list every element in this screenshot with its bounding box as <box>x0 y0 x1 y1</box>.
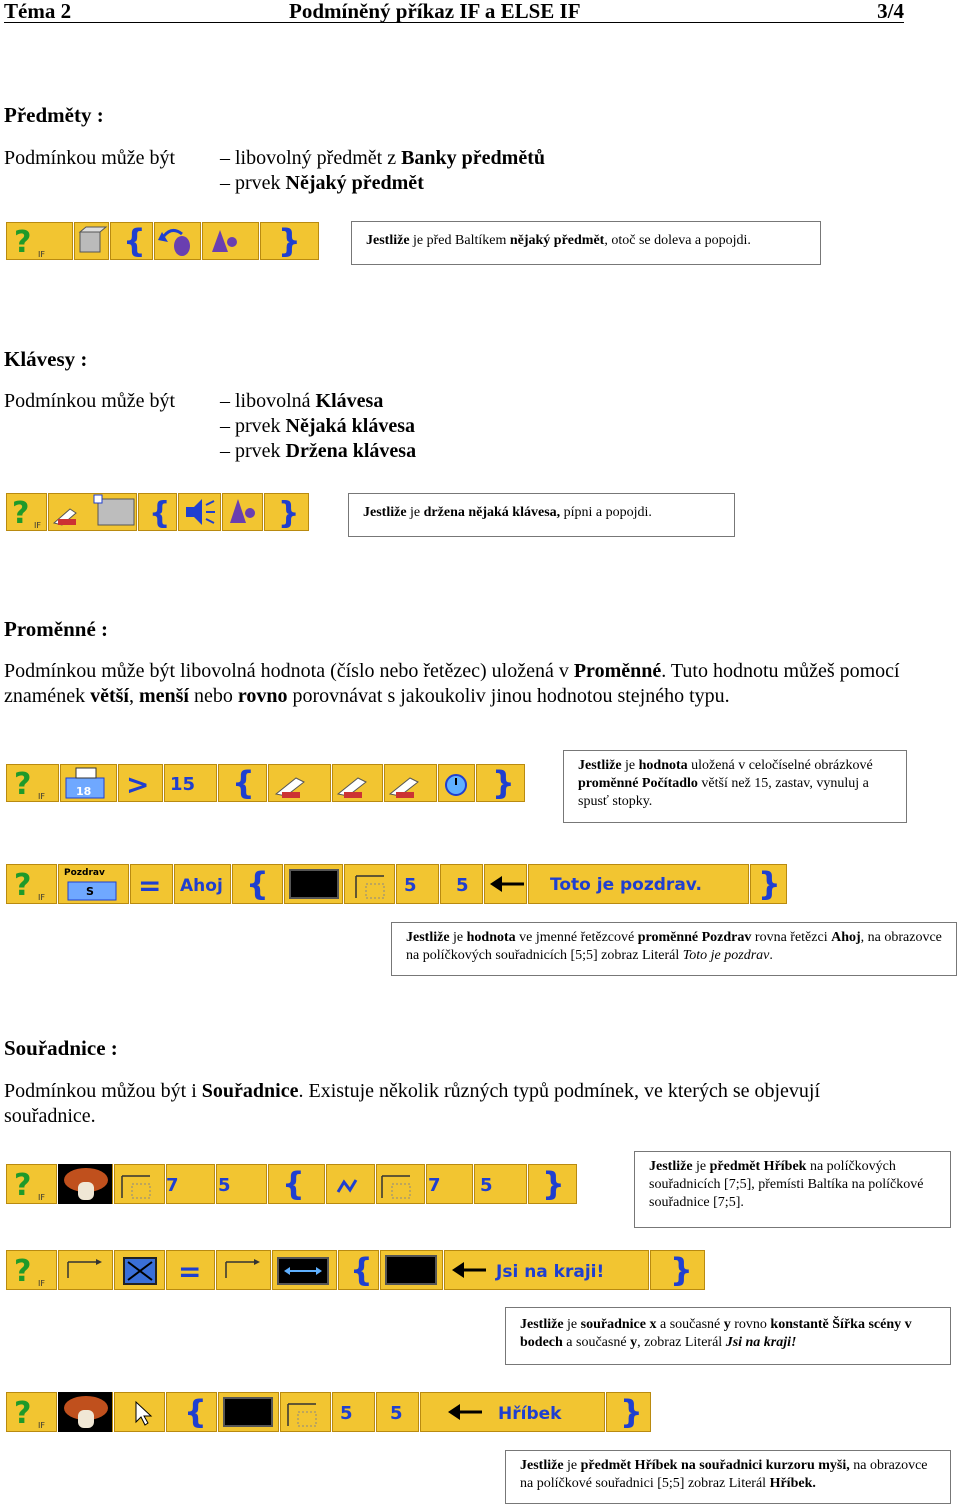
page-title: Podmíněný příkaz IF a ELSE IF <box>289 0 581 23</box>
para-souradnice: Podmínkou můžou být i Souřadnice. Existuje několik různých typů podmínek, ve kterých se objevují souřadnice. <box>4 1080 821 1127</box>
note-klavesy: Jestliže je držena nějaká klávesa, pípni a popojdi. <box>348 493 735 537</box>
list-item: – prvek Nějaká klávesa <box>220 415 415 437</box>
note-predmety: Jestliže je před Baltíkem nějaký předmět, otoč se doleva a popojdi. <box>351 221 821 265</box>
literal-output: Hříbek <box>498 1404 562 1424</box>
mushroom-icon <box>58 1392 112 1432</box>
code-strip-souradnice-2 <box>6 1250 706 1290</box>
literal-string: Ahoj <box>180 876 223 896</box>
svg-text:?: ? <box>12 496 30 531</box>
svg-text:S: S <box>86 885 94 898</box>
greater-than-icon: > <box>126 768 150 801</box>
note-souradnice-3: Jestliže je předmět Hříbek na souřadnici kurzoru myši, na obrazovce na políčkové souřadnici [5;5] zobraz Literál Hříbek. <box>505 1450 951 1504</box>
svg-text:IF: IF <box>38 792 45 801</box>
svg-text:18: 18 <box>76 785 92 798</box>
literal-output: Jsi na kraji! <box>496 1262 605 1282</box>
screen-icon <box>386 1256 436 1284</box>
mushroom-icon <box>58 1164 112 1204</box>
svg-text:IF: IF <box>38 250 45 259</box>
close-brace-icon: } <box>758 865 781 903</box>
open-brace-icon: { <box>184 1393 207 1431</box>
list-predmety <box>220 146 545 196</box>
svg-text:?: ? <box>14 1396 32 1431</box>
svg-text:?: ? <box>14 1254 32 1289</box>
close-brace-icon: } <box>542 1165 565 1203</box>
code-strip-promenne-2 <box>6 864 788 904</box>
close-brace-icon: } <box>670 1251 693 1289</box>
equals-icon: = <box>138 869 162 902</box>
svg-text:?: ? <box>14 868 32 903</box>
page-number: 3/4 <box>877 0 904 23</box>
coord-y-value: 5 <box>390 1403 403 1424</box>
list-klavesy <box>220 389 416 464</box>
coord-y-value: 5 <box>480 1175 493 1196</box>
coord-x-value: 7 <box>166 1175 179 1196</box>
literal-number: 15 <box>170 774 196 795</box>
screen-icon <box>224 1398 272 1426</box>
heading-souradnice: Souřadnice : <box>4 1036 118 1060</box>
heading-promenne: Proměnné : <box>4 617 109 641</box>
svg-text:IF: IF <box>34 521 41 530</box>
note-promenne-2: Jestliže je hodnota ve jmenné řetězcové proměnné Pozdrav rovna řetězci Ahoj, na obrazovce na políčkových souřadnicích [5;5] zobraz Literál Toto je pozdrav. <box>391 922 957 976</box>
svg-text:?: ? <box>14 767 32 802</box>
lead-klavesy: Podmínkou může být <box>4 390 176 412</box>
list-item: – libovolná Klávesa <box>220 390 384 412</box>
list-item: – prvek Držena klávesa <box>220 440 417 462</box>
code-strip-predmety <box>6 222 320 260</box>
note-souradnice-2: Jestliže je souřadnice x a současné y rovno konstantě Šířka scény v bodech a současné y, zobraz Literál Jsi na kraji! <box>505 1307 951 1365</box>
heading-predmety: Předměty : <box>4 103 104 127</box>
literal-output: Toto je pozdrav. <box>550 875 702 895</box>
page-header <box>4 0 904 23</box>
svg-text:?: ? <box>14 225 32 260</box>
note-souradnice-1: Jestliže je předmět Hříbek na políčkových souřadnicích [7;5], přemísti Baltíka na políčkové souřadnice [7;5]. <box>634 1151 951 1228</box>
open-brace-icon: { <box>123 222 146 260</box>
svg-text:IF: IF <box>38 1279 45 1288</box>
open-brace-icon: { <box>246 865 269 903</box>
lead-predmety: Podmínkou může být <box>4 147 176 169</box>
coord-y-value: 5 <box>218 1175 231 1196</box>
close-brace-icon: } <box>278 496 300 531</box>
key-icon <box>94 495 134 525</box>
list-item: – prvek Nějaký předmět <box>220 172 424 194</box>
open-brace-icon: { <box>282 1165 305 1203</box>
list-item: – libovolný předmět z Banky předmětů <box>220 147 545 169</box>
scene-width-display-icon <box>278 1258 328 1284</box>
svg-text:IF: IF <box>38 893 45 902</box>
note-promenne-1: Jestliže je hodnota uložená v celočíselné obrázkové proměnné Počítadlo větší než 15, zastav, vynuluj a spusť stopky. <box>563 750 907 823</box>
code-strip-promenne-1 <box>6 764 526 802</box>
code-strip-souradnice-1 <box>6 1164 578 1204</box>
svg-text:?: ? <box>14 1168 32 1203</box>
code-strip-souradnice-3 <box>6 1392 652 1432</box>
screen-icon <box>290 870 338 898</box>
svg-text:IF: IF <box>38 1193 45 1202</box>
coord-x-value: 5 <box>340 1403 353 1424</box>
coord-x-value: 7 <box>428 1175 441 1196</box>
code-strip-klavesy <box>6 493 310 531</box>
open-brace-icon: { <box>149 496 171 531</box>
close-brace-icon: } <box>620 1393 643 1431</box>
stopwatch-icon <box>446 775 466 795</box>
open-brace-icon: { <box>232 764 255 802</box>
topic-label: Téma 2 <box>4 0 72 23</box>
heading-klavesy: Klávesy : <box>4 347 88 371</box>
svg-text:Pozdrav: Pozdrav <box>64 868 105 878</box>
scene-width-icon <box>124 1258 156 1284</box>
coord-y-value: 5 <box>456 875 469 896</box>
svg-text:IF: IF <box>38 1421 45 1430</box>
coord-x-value: 5 <box>404 875 417 896</box>
open-brace-icon: { <box>350 1251 373 1289</box>
para-promenne: Podmínkou může být libovolná hodnota (číslo nebo řetězec) uložená v Proměnné. Tuto hodnotu můžeš pomocí znamének větší, menší nebo rovno porovnávat s jakoukoliv jinou hodnotou stejného typu. <box>4 660 900 707</box>
close-brace-icon: } <box>492 764 515 802</box>
close-brace-icon: } <box>278 222 301 260</box>
equals-icon: = <box>178 1255 202 1288</box>
